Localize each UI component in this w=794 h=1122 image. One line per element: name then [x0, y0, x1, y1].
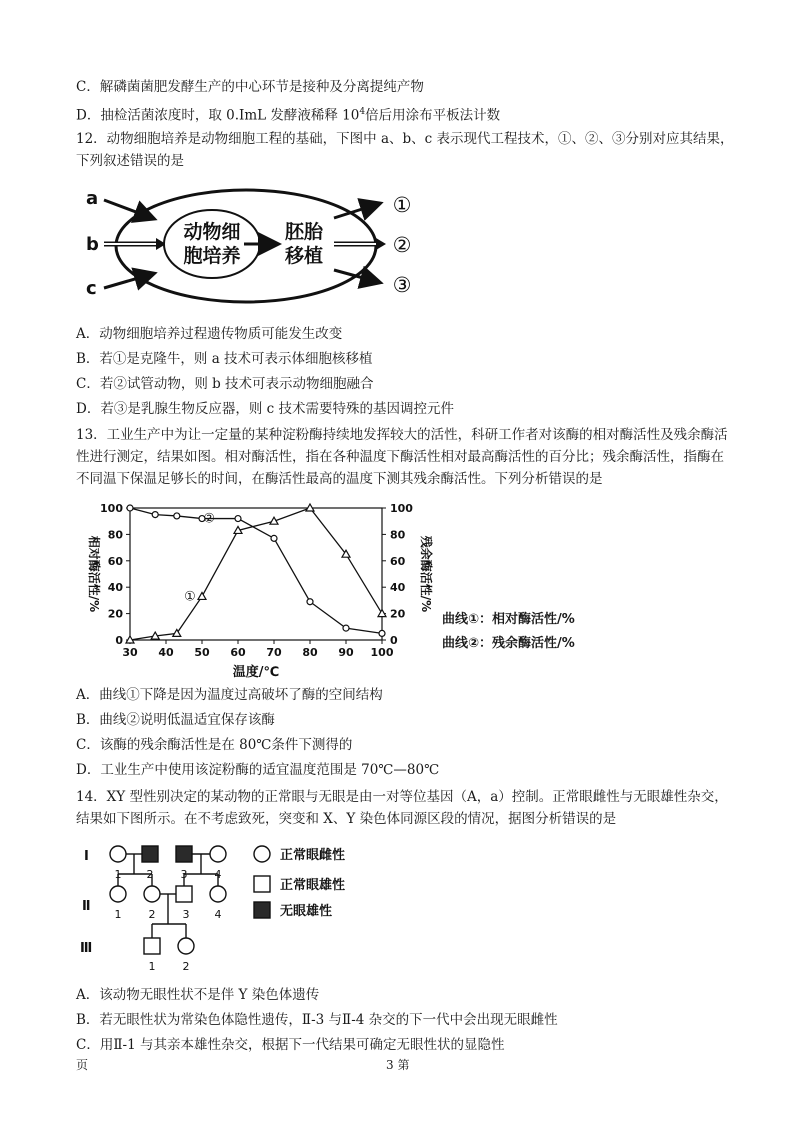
data-point-curve-2 — [235, 516, 241, 522]
x-axis-label: 温度/℃ — [232, 665, 280, 680]
II-4-num: 4 — [214, 908, 222, 921]
q14-option-a: A．该动物无眼性状不是伴 Y 染色体遗传 — [76, 987, 320, 1003]
result-1: ① — [392, 193, 412, 217]
node-embryo-l1: 胚胎 — [284, 221, 324, 243]
q13-stem: 13．工业生产中为让一定量的某种淀粉酶持续地发挥较大的活性，科研工作者对该酶的相对酶活性及残余酶活性进行测定，结果如图。相对酶活性，指在各种温度下酶活性相对最高酶活性的百分比；残余酶活性，指酶在不同温下保温足够长的时间，在酶活性最高的温度下测其残余酶活性。下列分析错误的是 — [76, 427, 728, 487]
y-right-tick-label: 40 — [390, 581, 406, 595]
q13-option-b: B．曲线②说明低温适宜保存该酶 — [76, 712, 275, 728]
q13-option-c: C．该酶的残余酶活性是在 80℃条件下测得的 — [76, 737, 353, 753]
pedigree-chart — [76, 836, 406, 976]
I-2-affected-male — [142, 846, 158, 862]
q13-option-d: D．工业生产中使用该淀粉酶的适宜温度范围是 70℃—80℃ — [76, 762, 440, 778]
x-tick-label: 60 — [230, 646, 246, 659]
II-3-male — [176, 886, 192, 902]
III-2-num: 2 — [182, 960, 190, 973]
q12-option-b: B．若①是克隆牛，则 a 技术可表示体细胞核移植 — [76, 351, 373, 367]
y-left-tick-label: 100 — [100, 502, 123, 515]
q12-option-c: C．若②试管动物，则 b 技术可表示动物细胞融合 — [76, 376, 374, 392]
legend-female-symbol — [254, 846, 270, 862]
II-2-female — [144, 886, 160, 902]
legend-normal-male: 正常眼雄性 — [280, 878, 346, 893]
x-tick-label: 90 — [338, 646, 354, 659]
q12-option-a: A．动物细胞培养过程遗传物质可能发生改变 — [76, 326, 343, 342]
q12-stem: 12．动物细胞培养是动物细胞工程的基础，下图中 a、b、c 表示现代工程技术，①、②、③分别对应其结果，下列叙述错误的是 — [76, 131, 734, 169]
data-point-curve-2 — [343, 625, 349, 631]
y-axis-right-label: 残余酶活性/% — [419, 535, 433, 613]
footer-left: 页 — [76, 1058, 89, 1072]
data-point-curve-2 — [152, 512, 158, 518]
legend-male-symbol — [254, 876, 270, 892]
curve-label-1: ① — [184, 589, 196, 605]
result-2: ② — [392, 233, 412, 257]
label-b: b — [86, 234, 99, 255]
y-left-tick-label: 20 — [107, 607, 123, 621]
y-left-tick-label: 80 — [107, 528, 123, 542]
legend-curve-2: 曲线②：残余酶活性/% — [442, 636, 575, 651]
data-point-curve-2 — [127, 505, 133, 511]
II-3-num: 3 — [182, 908, 190, 921]
III-1-num: 1 — [148, 960, 156, 973]
y-left-tick-label: 60 — [107, 554, 123, 568]
y-right-tick-label: 80 — [390, 528, 406, 542]
I-1-num: 1 — [114, 868, 122, 881]
III-1-male — [144, 938, 160, 954]
curve-label-2: ② — [203, 511, 216, 527]
data-point-curve-1 — [198, 592, 206, 599]
II-1-num: 1 — [114, 908, 122, 921]
q11-option-c: C．解磷菌菌肥发酵生产的中心环节是接种及分离提纯产物 — [76, 79, 424, 95]
I-3-num: 3 — [180, 868, 188, 881]
I-4-female — [210, 846, 226, 862]
data-point-curve-2 — [174, 513, 180, 519]
x-tick-label: 70 — [266, 646, 282, 659]
III-2-female — [178, 938, 194, 954]
label-a: a — [86, 188, 99, 209]
q11-option-d: D．抽检活菌浓度时，取 0.ImL 发酵液稀释 $10^4$倍后用涂布平板法计数 — [76, 107, 501, 124]
legend-normal-female: 正常眼雌性 — [280, 848, 346, 863]
data-point-curve-1 — [173, 629, 181, 636]
q14-option-c: C．用Ⅱ-1 与其亲本雄性杂交，根据下一代结果可确定无眼性状的显隐性 — [76, 1037, 505, 1053]
q13-option-a: A．曲线①下降是因为温度过高破坏了酶的空间结构 — [76, 687, 383, 703]
node-cell-culture-l2: 胞培养 — [183, 245, 241, 267]
gen-III: Ⅲ — [80, 941, 93, 956]
series-line-2 — [130, 508, 382, 633]
x-tick-label: 40 — [158, 646, 174, 659]
x-tick-label: 30 — [122, 646, 138, 659]
footer-page: 3 第 — [386, 1058, 410, 1072]
legend-affected-male-symbol — [254, 902, 270, 918]
legend-curve-1: 曲线①：相对酶活性/% — [442, 612, 575, 627]
q14-option-b: B．若无眼性状为常染色体隐性遗传，Ⅱ-3 与Ⅱ-4 杂交的下一代中会出现无眼雌性 — [76, 1012, 558, 1028]
data-point-curve-1 — [378, 610, 386, 617]
I-3-affected-male — [176, 846, 192, 862]
legend-eyeless-male: 无眼雄性 — [280, 904, 333, 919]
chart-legend — [442, 608, 575, 656]
data-point-curve-2 — [307, 599, 313, 605]
data-point-curve-2 — [379, 630, 385, 636]
data-point-curve-2 — [271, 535, 277, 541]
I-2-num: 2 — [146, 868, 154, 881]
q14-stem: 14．XY 型性别决定的某动物的正常眼与无眼是由一对等位基因（A，a）控制。正常眼雌性与无眼雄性杂交，结果如下图所示。在不考虑致死，突变和 X、Y 染色体同源区段的情况，据图分析错误的是 — [76, 789, 728, 827]
I-4-num: 4 — [214, 868, 222, 881]
y-right-tick-label: 0 — [390, 634, 398, 647]
gen-I: Ⅰ — [84, 849, 89, 864]
result-3: ③ — [392, 273, 412, 297]
label-c: c — [86, 278, 97, 299]
x-tick-label: 100 — [370, 646, 394, 659]
node-embryo-l2: 移植 — [284, 245, 324, 267]
gen-II: Ⅱ — [82, 899, 91, 914]
node-cell-culture-l1: 动物细 — [183, 221, 241, 243]
y-right-tick-label: 100 — [390, 502, 413, 515]
q12-diagram — [76, 178, 416, 310]
q12-option-d: D．若③是乳腺生物反应器，则 c 技术需要特殊的基因调控元件 — [76, 401, 454, 417]
y-left-tick-label: 40 — [107, 581, 123, 595]
II-4-female — [210, 886, 226, 902]
II-1-female — [110, 886, 126, 902]
y-axis-left-label: 相对酶活性/% — [87, 535, 101, 613]
y-right-tick-label: 20 — [390, 607, 406, 621]
II-2-num: 2 — [148, 908, 156, 921]
enzyme-activity-chart — [76, 494, 433, 682]
x-tick-label: 50 — [194, 646, 210, 659]
x-tick-label: 80 — [302, 646, 318, 659]
I-1-female — [110, 846, 126, 862]
y-right-tick-label: 60 — [390, 554, 406, 568]
y-left-tick-label: 0 — [115, 634, 123, 647]
